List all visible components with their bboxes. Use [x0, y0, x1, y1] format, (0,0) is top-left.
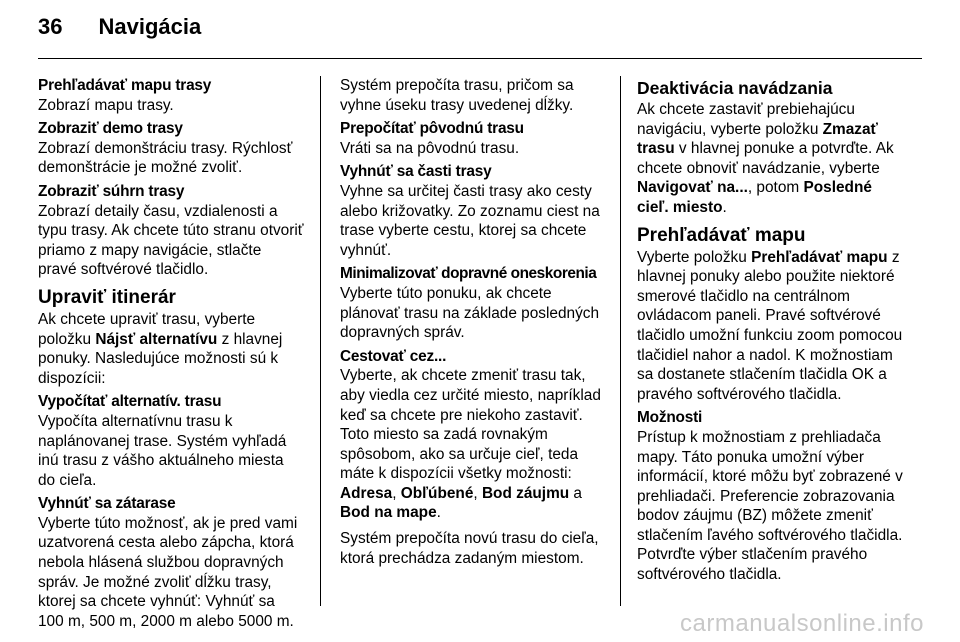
term-alt-route: Vypočítať alternatív. trasu: [38, 393, 222, 411]
column-1: [38, 76, 304, 635]
section-intro: Ak chcete upraviť trasu, vyberte položku Nájsť alternatívu z hlavnej ponuky. Nasledujúce možnosti sú k dispozícii:: [38, 310, 283, 387]
desc-alt-route: Vypočíta alternatívnu trasu k naplánovanej trase. Systém vyhľadá inú trasu z vášho aktuálneho miesta do cieľa.: [38, 412, 287, 489]
term-avoid-part: Vyhnúť sa časti trasy: [340, 163, 492, 181]
desc-minimize-delays: Vyberte túto ponuku, ak chcete plánovať trasu na základe posledných dopravných správ.: [340, 284, 600, 342]
term-travel-via: Cestovať cez...: [340, 347, 447, 365]
term-minimize-delays: Minimalizovať dopravné oneskorenia: [340, 265, 597, 283]
term-route-summary: Zobraziť súhrn trasy: [38, 182, 185, 200]
term-recalc-original: Prepočítať pôvodnú trasu: [340, 120, 524, 138]
deactivate-guidance-text: Ak chcete zastaviť prebiehajúcu navigáciu, vyberte položku Zmazať trasu v hlavnej ponuke a potvrďte. Ak chcete obnoviť navádzanie, vyberte Navigovať na..., potom Posledné cieľ. miesto.: [637, 101, 894, 216]
page-title: Navigácia: [98, 14, 202, 39]
section-title-browse-map: Prehľadávať mapu: [637, 224, 806, 246]
term-route-demo: Zobraziť demo trasy: [38, 120, 183, 138]
term-browse-route-map: Prehľadávať mapu trasy: [38, 77, 212, 94]
desc-avoid-roadblock: Vyberte túto možnosť, ak je pred vami uzatvorená cesta alebo zápcha, ktorá nebola hlásená službou dopravných správ. Je možné zvoliť dĺžku trasy, ktorej sa chcete vyhnúť: Vyhnúť sa 100 m, 500 m, 2000 m alebo 5000 m.: [38, 514, 298, 630]
desc-recalc-original: Vráti sa na pôvodnú trasu.: [340, 139, 520, 157]
desc-browse-route-map: Zobrazí mapu trasy.: [38, 96, 174, 114]
desc-route-summary: Zobrazí detaily času, vzdialenosti a typu trasy. Ak chcete túto stranu otvoriť priamo z mapy navigácie, stlačte pravé softvérové tlačidlo.: [38, 202, 304, 279]
section-title-edit-itinerary: Upraviť itinerár: [38, 286, 176, 308]
page-header: [38, 14, 922, 40]
column-divider-1: [320, 76, 321, 606]
section-title-deactivate-guidance: Deaktivácia navádzania: [637, 78, 833, 98]
desc-travel-via: Vyberte, ak chcete zmeniť trasu tak, aby viedla cez určité miesto, napríklad keď sa chcete pre niekoho zastaviť. Toto miesto sa zadá rovnakým spôsobom, ako sa určuje cieľ, teda máte k dispozícii všetky možnosti: Adresa, Obľúbené, Bod záujmu a Bod na mape.: [340, 367, 601, 522]
watermark: carmanualsonline.info: [680, 610, 924, 637]
browse-map-text: Vyberte položku Prehľadávať mapu z hlavnej ponuky alebo použite niektoré smerové tlačidlo na centrálnom ovládacom paneli. Pravé softvérové tlačidlo umožní funkciu zoom pomocou tlačidiel nahor a nadol. K možnostiam sa dostanete stlačením tlačidla OK a pravého softvérového tlačidla.: [637, 248, 903, 403]
col2-closing: Systém prepočíta novú trasu do cieľa, ktorá prechádza zadaným miestom.: [340, 530, 599, 567]
col2-lead: Systém prepočíta trasu, pričom sa vyhne úseku trasy uvedenej dĺžky.: [340, 77, 574, 114]
desc-avoid-part: Vyhne sa určitej časti trasy ako cesty alebo križovatky. Zo zoznamu ciest na trase vyberte cestu, ktorej sa chcete vyhnúť.: [340, 182, 600, 259]
term-avoid-roadblock: Vyhnúť sa zátarase: [38, 495, 176, 513]
desc-route-demo: Zobrazí demonštráciu trasy. Rýchlosť demonštrácie je možné zvoliť.: [38, 139, 293, 177]
term-options: Možnosti: [637, 409, 703, 427]
column-3: [637, 76, 905, 589]
column-divider-2: [620, 76, 621, 606]
page-number: 36: [38, 14, 63, 39]
desc-options: Prístup k možnostiam z prehliadača mapy. Táto ponuka umožní výber informácií, ktoré môžu byť zobrazené v prehliadači. Preferencie zobrazovania bodov záujmu (BZ) môžete zmeniť stlačením ľavého softvérového tlačidla. Potvrďte výber stlačením pravého softvérového tlačidla.: [637, 428, 903, 584]
header-rule: [38, 58, 922, 59]
column-2: [340, 76, 606, 568]
